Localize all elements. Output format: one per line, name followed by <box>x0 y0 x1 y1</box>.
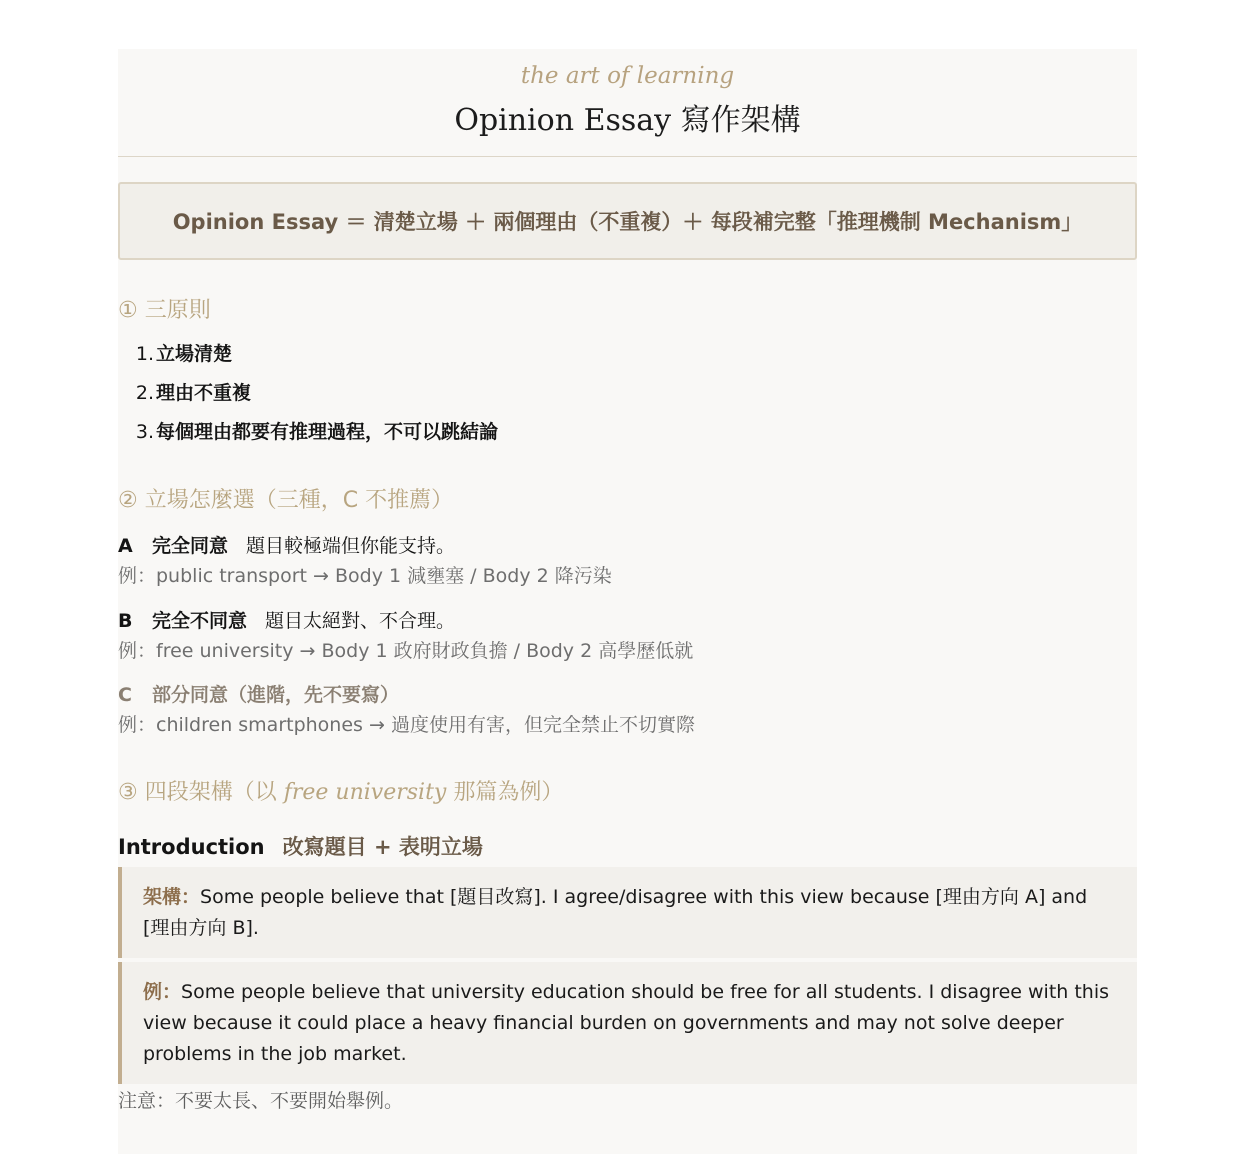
quote-label: 架構： <box>143 886 201 908</box>
option-c <box>118 680 1137 740</box>
option-name: 部分同意（進階，先不要寫） <box>152 684 400 706</box>
intro-title: Introduction <box>118 835 265 859</box>
framework-quote <box>118 867 1137 958</box>
heading-text: ③ 四段架構（以 <box>118 780 284 805</box>
section-heading: ① 三原則 <box>118 298 211 323</box>
option-desc: 題目較極端但你能支持。 <box>246 535 456 557</box>
list-text: 每個理由都要有推理過程，不可以跳結論 <box>156 421 499 443</box>
list-item <box>118 374 1137 413</box>
option-name: 完全同意 <box>152 535 229 557</box>
heading-topic: free university <box>283 780 447 805</box>
option-letter: C <box>118 684 132 706</box>
intro-heading-row <box>118 832 1137 862</box>
list-number: 1. <box>135 343 154 365</box>
quote-text: Some people believe that [題目改寫]. I agree/disagree with this view because [理由方向 A] and [理由方向 B]. <box>143 886 1088 939</box>
intro-subtitle: 改寫題目 + 表明立場 <box>282 835 483 859</box>
option-example: 例：free university → Body 1 政府財政負擔 / Body 2 高學歷低就 <box>118 640 694 662</box>
list-number: 2. <box>135 382 154 404</box>
quote-label: 例： <box>143 981 182 1003</box>
section-stance <box>118 486 1137 516</box>
option-title <box>118 680 1137 710</box>
section-structure <box>118 778 1137 808</box>
list-text: 理由不重複 <box>156 382 252 404</box>
option-a <box>118 531 1137 591</box>
formula-box: Opinion Essay ＝ 清楚立場 ＋ 兩個理由（不重複）＋ 每段補完整「推理機制 Mechanism」 <box>118 182 1137 260</box>
option-title <box>118 531 1137 561</box>
intro-heading <box>118 832 1137 862</box>
section-heading <box>118 778 1137 808</box>
option-example: 例：public transport → Body 1 減壅塞 / Body 2 降污染 <box>118 565 612 587</box>
option-b <box>118 606 1137 666</box>
example-quote <box>118 962 1137 1084</box>
option-letter: A <box>118 535 133 557</box>
section-heading: ② 立場怎麼選（三種，C 不推薦） <box>118 488 454 513</box>
list-text: 立場清楚 <box>156 343 233 365</box>
quote-text: Some people believe that university education should be free for all students. I disagree with this view because it could place a heavy financial burden on governments and may not solve deeper problems in the job market. <box>143 981 1110 1065</box>
note-text: 注意：不要太長、不要開始舉例。 <box>118 1090 404 1112</box>
page-title: Opinion Essay 寫作架構 <box>454 103 801 138</box>
list-item <box>118 335 1137 374</box>
list-item <box>118 413 1137 452</box>
document-page <box>118 49 1137 1154</box>
list-number: 3. <box>135 421 154 443</box>
option-desc: 題目太絕對、不合理。 <box>265 610 456 632</box>
option-letter: B <box>118 610 133 632</box>
page-header <box>118 49 1137 157</box>
option-example: 例：children smartphones → 過度使用有害，但完全禁止不切實際 <box>118 714 695 736</box>
heading-text: 那篇為例） <box>446 780 564 805</box>
option-name: 完全不同意 <box>152 610 248 632</box>
section-principles <box>118 296 1137 452</box>
page-subtitle: the art of learning <box>520 63 735 89</box>
principles-list <box>118 335 1137 452</box>
option-title <box>118 606 1137 636</box>
